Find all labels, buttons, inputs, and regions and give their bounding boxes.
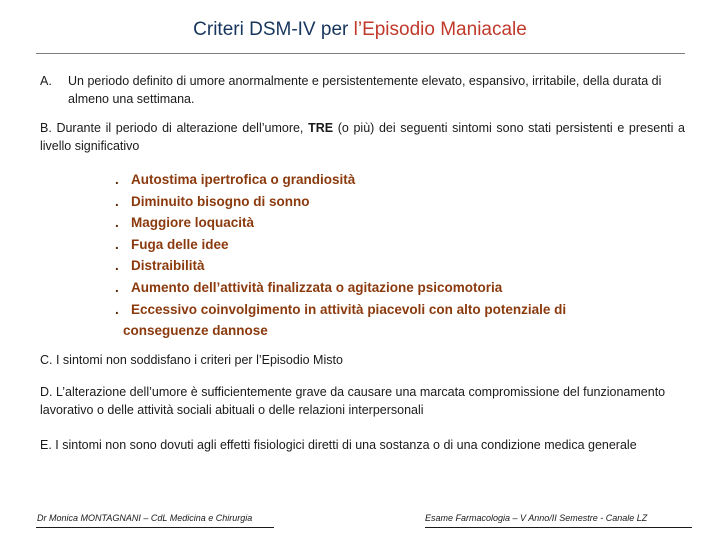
symptom-text: Aumento dell’attività finalizzata o agitazione psicomotoria xyxy=(131,279,503,295)
bullet-icon: . xyxy=(115,193,119,209)
bullet-icon: . xyxy=(115,279,119,295)
criterion-a-label: A. xyxy=(40,74,52,88)
footer-underline-left xyxy=(36,527,274,528)
bullet-icon: . xyxy=(115,172,119,187)
bullet-icon: . xyxy=(115,215,119,231)
criterion-a xyxy=(40,72,685,108)
symptom-text: Eccessivo coinvolgimento in attività piacevoli con alto potenziale di xyxy=(131,301,567,317)
criterion-a-text: Un periodo definito di umore anormalmente e persistentemente elevato, espansivo, irritabile, della durata di almeno una settimana. xyxy=(68,74,662,106)
symptom-text: Distraibilità xyxy=(131,258,205,274)
criterion-d: D. L’alterazione dell’umore è sufficientemente grave da causare una marcata compromissione del funzionamento lavorativo o delle attività sociali abituali o delle relazioni interpersonali xyxy=(40,385,666,417)
criterion-b xyxy=(40,119,685,155)
title-part2: l’Episodio Maniacale xyxy=(353,19,527,40)
symptom-text: Maggiore loquacità xyxy=(131,215,255,231)
symptom-list xyxy=(113,169,673,342)
title-part1: Criteri DSM-IV per xyxy=(193,19,349,40)
symptom-text: Autostima ipertrofica o grandiosità xyxy=(131,172,356,187)
criterion-e: E. I sintomi non sono dovuti agli effetti fisiologici diretti di una sostanza o di una condizione medica generale xyxy=(40,438,637,452)
footer-course: Esame Farmacologia – V Anno/II Semestre - Canale LZ xyxy=(425,513,648,523)
list-item xyxy=(113,299,673,342)
list-item xyxy=(113,234,673,256)
title-divider xyxy=(36,53,685,54)
list-item xyxy=(113,169,673,191)
symptom-text-continued: conseguenze dannose xyxy=(123,323,268,339)
slide-title xyxy=(0,17,720,43)
footer-author: Dr Monica MONTAGNANI – CdL Medicina e Chirurgia xyxy=(37,513,253,523)
bullet-icon: . xyxy=(115,301,119,317)
list-item xyxy=(113,191,673,213)
symptom-text: Diminuito bisogno di sonno xyxy=(131,193,310,209)
list-item xyxy=(113,277,673,299)
bullet-icon: . xyxy=(115,258,119,274)
criterion-c: C. I sintomi non soddisfano i criteri per l’Episodio Misto xyxy=(40,353,343,367)
bullet-icon: . xyxy=(115,236,119,252)
list-item xyxy=(113,212,673,234)
criterion-b-bold: TRE xyxy=(308,121,334,135)
list-item xyxy=(113,255,673,277)
symptom-text: Fuga delle idee xyxy=(131,236,229,252)
criterion-b-text-before: B. Durante il periodo di alterazione dell’umore, xyxy=(40,121,304,135)
footer-underline-right xyxy=(425,527,692,528)
criterion-b-text-after: (o più) dei seguenti sintomi sono stati persistenti e presenti a livello significativo xyxy=(40,121,685,153)
